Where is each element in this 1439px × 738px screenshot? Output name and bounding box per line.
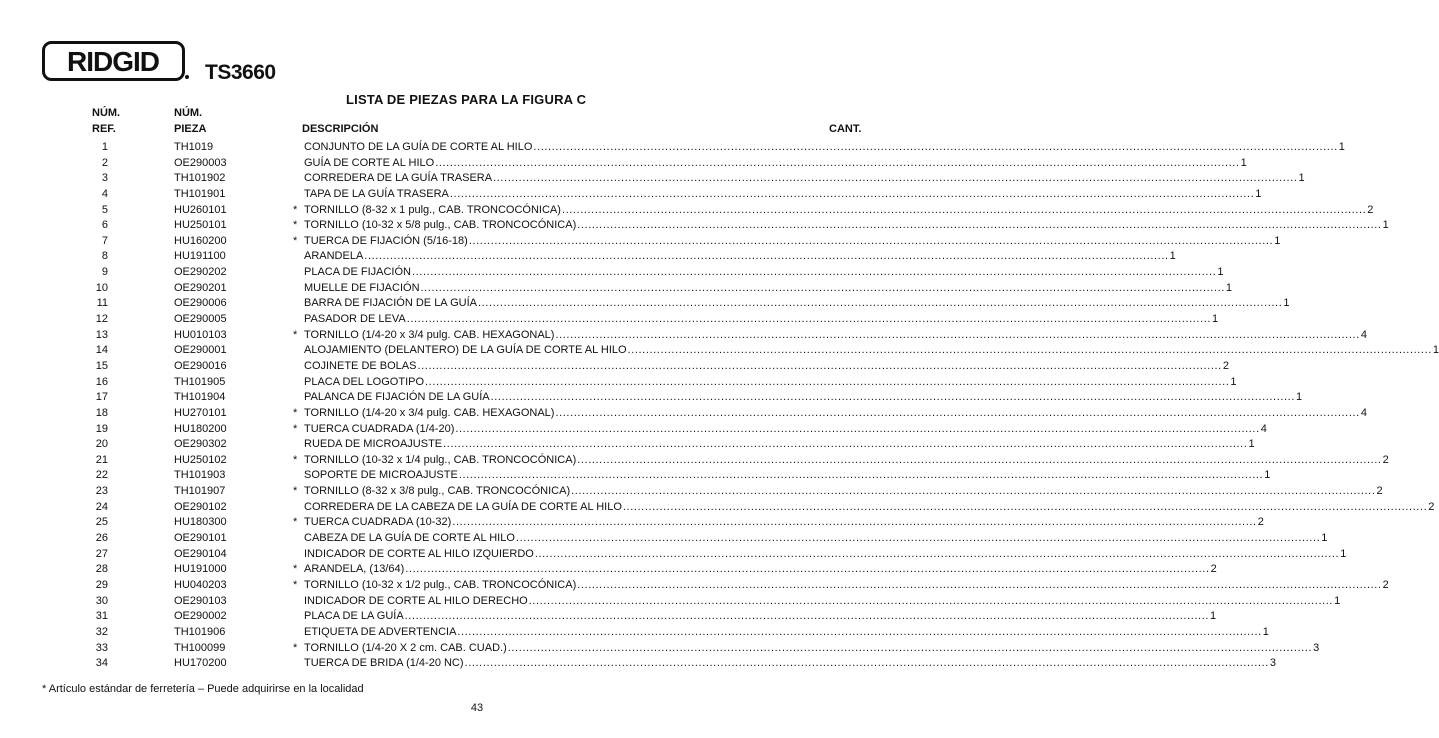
table-row (0, 578, 1389, 594)
quantity: 3 (1269, 657, 1277, 670)
part-number: HU170200 (174, 657, 227, 670)
quantity: 2 (1376, 485, 1383, 498)
table-row (0, 500, 1435, 516)
dot-leader: ............................................................................................................................................................................................................................ (411, 266, 1217, 279)
dot-leader: ............................................................................................................................................................................................................................ (534, 547, 1340, 560)
description-cell (304, 500, 1435, 516)
description-text: TUERCA DE BRIDA (1/4-20 NC) (304, 657, 464, 670)
quantity: 1 (1321, 532, 1328, 545)
dot-leader: ............................................................................................................................................................................................................................ (622, 500, 1428, 513)
dot-leader: ............................................................................................................................................................................................................................ (455, 422, 1260, 435)
hardware-asterisk: * (293, 422, 298, 435)
quantity: 1 (1217, 266, 1224, 279)
description-text: PLACA DE LA GUÍA (304, 610, 404, 623)
dot-leader: ............................................................................................................................................................................................................................ (458, 469, 1264, 482)
description-text: TORNILLO (8-32 x 1 pulg., CAB. TRONCOCÓNICA) (304, 203, 561, 216)
ref-number: 1 (101, 141, 108, 153)
quantity: 2 (1382, 578, 1389, 591)
column-header-ref-line1: NÚM. (92, 107, 121, 119)
description-text: TORNILLO (1/4-20 x 3/4 pulg. CAB. HEXAGONAL) (304, 328, 555, 341)
description-cell (304, 296, 1290, 312)
table-row (0, 437, 1255, 453)
description-cell (304, 343, 1439, 359)
description-text: TORNILLO (10-32 x 1/2 pulg., CAB. TRONCOCÓNICA) (304, 578, 577, 591)
quantity: 1 (1230, 375, 1237, 388)
dot-leader: ............................................................................................................................................................................................................................ (515, 532, 1321, 545)
ref-number: 22 (95, 469, 108, 482)
table-row (0, 203, 1374, 219)
ref-number: 24 (95, 500, 108, 513)
ref-number: 5 (101, 203, 108, 216)
quantity: 1 (1274, 234, 1281, 247)
quantity: 1 (1262, 625, 1269, 638)
hardware-asterisk: * (293, 328, 298, 341)
table-row (0, 218, 1389, 234)
part-number: HU250102 (174, 453, 227, 466)
description-cell (304, 187, 1262, 203)
ref-number: 29 (95, 578, 108, 591)
description-cell (304, 531, 1328, 547)
dot-leader: ............................................................................................................................................................................................................................ (464, 657, 1269, 670)
hardware-asterisk: * (293, 219, 298, 232)
description-cell (304, 281, 1233, 297)
dot-leader: ............................................................................................................................................................................................................................ (405, 563, 1210, 576)
part-number: TH101903 (174, 469, 226, 482)
ref-number: 28 (95, 563, 108, 576)
dot-leader: ............................................................................................................................................................................................................................ (577, 453, 1382, 466)
part-number: OE290006 (174, 297, 227, 310)
part-number: OE290002 (174, 610, 227, 623)
part-number: HU260101 (174, 203, 227, 216)
description-cell (304, 515, 1264, 531)
part-number: OE290103 (174, 594, 227, 607)
table-row (0, 594, 1341, 610)
ref-number: 10 (95, 281, 108, 294)
quantity: 2 (1382, 453, 1389, 466)
dot-leader: ............................................................................................................................................................................................................................ (490, 391, 1295, 404)
description-cell (304, 453, 1389, 469)
description-cell (304, 484, 1383, 500)
description-cell (304, 140, 1345, 156)
description-cell (304, 156, 1247, 172)
description-text: PLACA DEL LOGOTIPO (304, 375, 425, 388)
description-text: TUERCA CUADRADA (1/4-20) (304, 422, 455, 435)
ref-number: 25 (95, 516, 108, 529)
ref-number: 15 (95, 359, 108, 372)
table-row (0, 281, 1233, 297)
description-cell (304, 328, 1367, 344)
description-cell (304, 562, 1217, 578)
hardware-asterisk: * (293, 453, 298, 466)
dot-leader: ............................................................................................................................................................................................................................ (577, 578, 1382, 591)
table-row (0, 390, 1303, 406)
part-number: HU040203 (174, 578, 227, 591)
part-number: TH101907 (174, 485, 226, 498)
part-number: TH101905 (174, 375, 226, 388)
description-cell (304, 547, 1347, 563)
dot-leader: ............................................................................................................................................................................................................................ (452, 516, 1257, 529)
quantity: 1 (1169, 250, 1176, 263)
table-row (0, 187, 1262, 203)
ref-number: 12 (95, 313, 108, 326)
ref-number: 9 (101, 266, 108, 279)
table-row (0, 422, 1267, 438)
table-row (0, 312, 1219, 328)
dot-leader: ............................................................................................................................................................................................................................ (435, 156, 1240, 169)
dot-leader: ............................................................................................................................................................................................................................ (420, 281, 1225, 294)
ref-number: 23 (95, 485, 108, 498)
hardware-asterisk: * (293, 563, 298, 576)
dot-leader: ............................................................................................................................................................................................................................ (493, 172, 1298, 185)
part-number: HU180300 (174, 516, 227, 529)
dot-leader: ............................................................................................................................................................................................................................ (571, 485, 1376, 498)
quantity: 1 (1298, 172, 1305, 185)
ref-number: 2 (101, 156, 108, 169)
column-header-part: PIEZA (174, 123, 207, 135)
dot-leader: ............................................................................................................................................................................................................................ (457, 625, 1262, 638)
part-number: HU180200 (174, 422, 227, 435)
description-cell (304, 625, 1269, 641)
description-text: CONJUNTO DE LA GUÍA DE CORTE AL HILO (304, 141, 533, 153)
quantity: 4 (1260, 422, 1267, 435)
description-text: ETIQUETA DE ADVERTENCIA (304, 625, 457, 638)
hardware-asterisk: * (293, 641, 298, 654)
description-text: TORNILLO (10-32 x 1/4 pulg., CAB. TRONCOCÓNICA) (304, 453, 577, 466)
quantity: 1 (1264, 469, 1271, 482)
part-number: OE290102 (174, 500, 227, 513)
description-text: TORNILLO (1/4-20 X 2 cm. CAB. CUAD.) (304, 641, 507, 654)
quantity: 1 (1255, 187, 1262, 200)
ref-number: 34 (95, 657, 108, 670)
part-number: OE290104 (174, 547, 227, 560)
description-text: CORREDERA DE LA CABEZA DE LA GUÍA DE CORTE AL HILO (304, 500, 622, 513)
part-number: HU270101 (174, 406, 227, 419)
ref-number: 21 (95, 453, 108, 466)
dot-leader: ............................................................................................................................................................................................................................ (533, 141, 1338, 153)
description-cell (304, 359, 1229, 375)
ref-number: 4 (101, 187, 108, 200)
description-text: BARRA DE FIJACIÓN DE LA GUÍA (304, 297, 477, 310)
ref-number: 18 (95, 406, 108, 419)
ref-number: 20 (95, 438, 108, 451)
ref-number: 26 (95, 532, 108, 545)
hardware-asterisk: * (293, 203, 298, 216)
table-row (0, 234, 1281, 250)
description-text: TAPA DE LA GUÍA TRASERA (304, 187, 449, 200)
description-text: COJINETE DE BOLAS (304, 359, 417, 372)
part-number: OE290302 (174, 438, 227, 451)
table-row (0, 625, 1269, 641)
quantity: 2 (1428, 500, 1435, 513)
quantity: 4 (1360, 406, 1367, 419)
description-cell (304, 656, 1277, 672)
column-header-part-line1: NÚM. (174, 107, 203, 119)
svg-text:RIDGID: RIDGID (67, 46, 159, 77)
description-cell (304, 422, 1267, 438)
ref-number: 8 (101, 250, 108, 263)
description-text: TORNILLO (8-32 x 3/8 pulg., CAB. TRONCOCÓNICA) (304, 485, 571, 498)
description-cell (304, 234, 1281, 250)
quantity: 4 (1360, 328, 1367, 341)
parts-table (0, 140, 1439, 672)
quantity: 1 (1334, 594, 1341, 607)
quantity: 2 (1210, 563, 1217, 576)
dot-leader: ............................................................................................................................................................................................................................ (478, 297, 1283, 310)
quantity: 1 (1248, 438, 1255, 451)
description-text: ARANDELA, (13/64) (304, 563, 405, 576)
hardware-asterisk: * (293, 406, 298, 419)
table-row (0, 609, 1217, 625)
column-header-description: DESCRIPCIÓN (302, 123, 379, 135)
part-number: TH100099 (174, 641, 226, 654)
description-cell (304, 171, 1305, 187)
model-number: TS3660 (205, 61, 276, 84)
dot-leader: ............................................................................................................................................................................................................................ (417, 359, 1222, 372)
table-row (0, 265, 1224, 281)
ref-number: 32 (95, 625, 108, 638)
ref-number: 11 (96, 297, 108, 310)
description-text: MUELLE DE FIJACIÓN (304, 281, 420, 294)
part-number: TH101904 (174, 391, 226, 404)
dot-leader: ............................................................................................................................................................................................................................ (425, 375, 1230, 388)
part-number: HU010103 (174, 328, 227, 341)
description-text: RUEDA DE MICROAJUSTE (304, 438, 443, 451)
description-cell (304, 249, 1176, 265)
part-number: HU191100 (174, 250, 226, 263)
part-number: HU250101 (174, 219, 227, 232)
dot-leader: ............................................................................................................................................................................................................................ (449, 187, 1255, 200)
description-text: TUERCA DE FIJACIÓN (5/16-18) (304, 234, 468, 247)
description-text: PLACA DE FIJACIÓN (304, 266, 411, 279)
description-text: PASADOR DE LEVA (304, 313, 406, 326)
dot-leader: ............................................................................................................................................................................................................................ (406, 313, 1212, 326)
description-cell (304, 406, 1367, 422)
quantity: 2 (1257, 516, 1264, 529)
ref-number: 13 (95, 328, 108, 341)
quantity: 1 (1340, 547, 1347, 560)
part-number: OE290201 (174, 281, 227, 294)
table-row (0, 171, 1305, 187)
dot-leader: ............................................................................................................................................................................................................................ (555, 406, 1360, 419)
quantity: 2 (1222, 359, 1229, 372)
ref-number: 19 (95, 422, 108, 435)
ridgid-logo (42, 41, 190, 81)
dot-leader: ............................................................................................................................................................................................................................ (404, 610, 1210, 623)
table-row (0, 343, 1439, 359)
table-row (0, 547, 1347, 563)
description-cell (304, 390, 1303, 406)
description-cell (304, 203, 1374, 219)
table-row (0, 515, 1264, 531)
description-cell (304, 641, 1320, 657)
description-text: SOPORTE DE MICROAJUSTE (304, 469, 458, 482)
table-row (0, 328, 1367, 344)
ref-number: 30 (95, 594, 108, 607)
dot-leader: ............................................................................................................................................................................................................................ (577, 219, 1382, 232)
table-row (0, 375, 1237, 391)
description-cell (304, 312, 1219, 328)
ref-number: 16 (95, 375, 108, 388)
quantity: 1 (1212, 313, 1219, 326)
ref-number: 33 (95, 641, 108, 654)
table-row (0, 359, 1229, 375)
quantity: 1 (1210, 610, 1217, 623)
dot-leader: ............................................................................................................................................................................................................................ (627, 344, 1432, 357)
column-header-quantity: CANT. (829, 123, 862, 135)
description-text: GUÍA DE CORTE AL HILO (304, 156, 435, 169)
part-number: TH101902 (174, 172, 226, 185)
description-text: ALOJAMIENTO (DELANTERO) DE LA GUÍA DE CORTE AL HILO (304, 344, 627, 357)
quantity: 3 (1313, 641, 1320, 654)
description-text: PALANCA DE FIJACIÓN DE LA GUÍA (304, 391, 490, 404)
description-cell (304, 437, 1255, 453)
table-row (0, 484, 1383, 500)
description-cell (304, 468, 1271, 484)
part-number: OE290016 (174, 359, 227, 372)
dot-leader: ............................................................................................................................................................................................................................ (561, 203, 1367, 216)
dot-leader: ............................................................................................................................................................................................................................ (507, 641, 1313, 654)
table-row (0, 641, 1320, 657)
table-row (0, 453, 1389, 469)
part-number: TH1019 (174, 141, 214, 153)
description-text: ARANDELA (304, 250, 364, 263)
part-number: OE290005 (174, 313, 227, 326)
description-cell (304, 609, 1217, 625)
dot-leader: ............................................................................................................................................................................................................................ (528, 594, 1334, 607)
table-row (0, 140, 1345, 156)
quantity: 1 (1283, 297, 1290, 310)
table-row (0, 156, 1247, 172)
ref-number: 3 (101, 172, 108, 185)
description-text: INDICADOR DE CORTE AL HILO IZQUIERDO (304, 547, 534, 560)
description-text: TORNILLO (1/4-20 x 3/4 pulg. CAB. HEXAGONAL) (304, 406, 555, 419)
table-row (0, 296, 1290, 312)
table-row (0, 531, 1328, 547)
quantity: 1 (1432, 344, 1439, 357)
dot-leader: ............................................................................................................................................................................................................................ (555, 328, 1360, 341)
dot-leader: ............................................................................................................................................................................................................................ (468, 234, 1274, 247)
description-cell (304, 578, 1389, 594)
description-cell (304, 375, 1237, 391)
description-cell (304, 218, 1389, 234)
hardware-asterisk: * (293, 516, 298, 529)
part-number: OE290202 (174, 266, 227, 279)
table-row (0, 249, 1176, 265)
quantity: 1 (1295, 391, 1303, 404)
part-number: TH101901 (174, 187, 226, 200)
description-text: TORNILLO (10-32 x 5/8 pulg., CAB. TRONCOCÓNICA) (304, 219, 577, 232)
quantity: 1 (1338, 141, 1345, 153)
part-number: OE290101 (174, 532, 227, 545)
table-row (0, 562, 1217, 578)
table-row (0, 406, 1367, 422)
ref-number: 17 (95, 391, 108, 404)
description-text: INDICADOR DE CORTE AL HILO DERECHO (304, 594, 528, 607)
page-number: 43 (470, 702, 484, 714)
hardware-asterisk: * (293, 234, 298, 247)
description-text: CORREDERA DE LA GUÍA TRASERA (304, 172, 493, 185)
hardware-asterisk: * (293, 485, 298, 498)
part-number: OE290001 (174, 344, 227, 357)
ref-number: 31 (95, 610, 108, 623)
part-number: HU191000 (174, 563, 227, 576)
dot-leader: ............................................................................................................................................................................................................................ (443, 438, 1248, 451)
ref-number: 7 (101, 234, 108, 247)
column-header-ref: REF. (92, 123, 116, 135)
description-cell (304, 265, 1224, 281)
part-number: HU160200 (174, 234, 227, 247)
quantity: 1 (1225, 281, 1233, 294)
quantity: 2 (1367, 203, 1374, 216)
table-row (0, 656, 1277, 672)
description-cell (304, 594, 1341, 610)
ref-number: 6 (101, 219, 108, 232)
description-text: TUERCA CUADRADA (10-32) (304, 516, 452, 529)
part-number: OE290003 (174, 156, 227, 169)
ref-number: 14 (95, 344, 108, 357)
part-number: TH101906 (174, 625, 226, 638)
ref-number: 27 (95, 547, 108, 560)
description-text: CABEZA DE LA GUÍA DE CORTE AL HILO (304, 532, 515, 545)
quantity: 1 (1240, 156, 1247, 169)
table-row (0, 468, 1271, 484)
hardware-asterisk: * (293, 578, 298, 591)
footnote: * Artículo estándar de ferretería – Puede adquirirse en la localidad (42, 683, 364, 695)
parts-list-title: LISTA DE PIEZAS PARA LA FIGURA C (346, 92, 587, 107)
quantity: 1 (1382, 219, 1389, 232)
dot-leader: ............................................................................................................................................................................................................................ (364, 250, 1169, 263)
